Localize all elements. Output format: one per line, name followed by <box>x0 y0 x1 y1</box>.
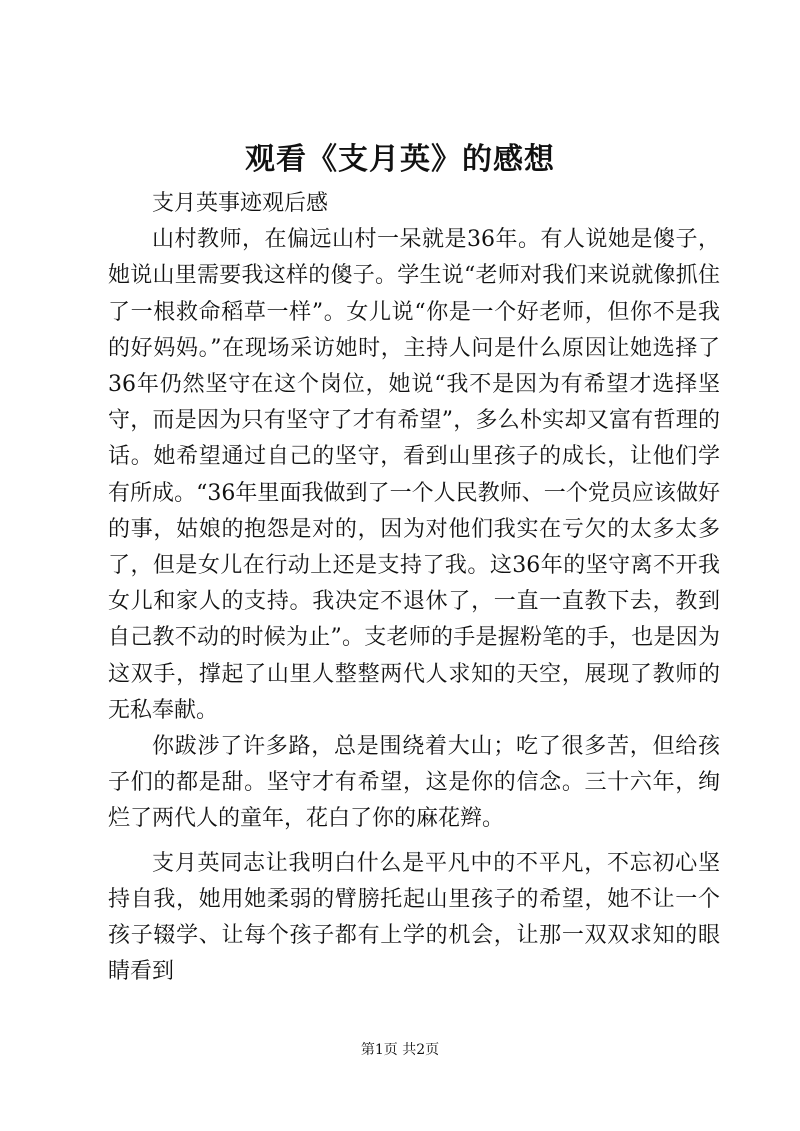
paragraph-3: 支月英同志让我明白什么是平凡中的不平凡，不忘初心坚持自我，她用她柔弱的臂膀托起山里孩子的希望，她不让一个孩子辍学、让每个孩子都有上学的机会，让那一双双求知的眼睛看到 <box>108 850 720 985</box>
document-body <box>108 186 720 990</box>
page-title: 观看《支月英》的感想 <box>245 142 555 177</box>
paragraph-1: 山村教师，在偏远山村一呆就是36年。有人说她是傻子，她说山里需要我这样的傻子。学生说“老师对我们来说就像抓住了一根救命稻草一样”。女儿说“你是一个好老师，但你不是我的好妈妈。”在现场采访她时，主持人问是什么原因让她选择了36年仍然坚守在这个岗位，她说“我不是因为有希望才选择坚守，而是因为只有坚守了才有希望”，多么朴实却又富有哲理的话。她希望通过自己的坚守，看到山里孩子的成长，让他们学有所成。“36年里面我做到了一个人民教师、一个党员应该做好的事，姑娘的抱怨是对的，因为对他们我实在亏欠的太多太多了，但是女儿在行动上还是支持了我。这36年的坚守离不开我女儿和家人的支持。我决定不退休了，一直一直教下去，教到自己教不动的时候为止”。支老师的手是握粉笔的手，也是因为这双手，撑起了山里人整整两代人求知的天空，展现了教师的无私奉献。 <box>108 227 720 723</box>
paragraph-2: 你跋涉了许多路，总是围绕着大山；吃了很多苦，但给孩子们的都是甜。坚守才有希望，这是你的信念。三十六年，绚烂了两代人的童年，花白了你的麻花辫。 <box>108 734 720 832</box>
paragraph-subtitle: 支月英事迹观后感 <box>152 191 329 216</box>
page-number-footer: 第1页 共2页 <box>360 1042 440 1058</box>
